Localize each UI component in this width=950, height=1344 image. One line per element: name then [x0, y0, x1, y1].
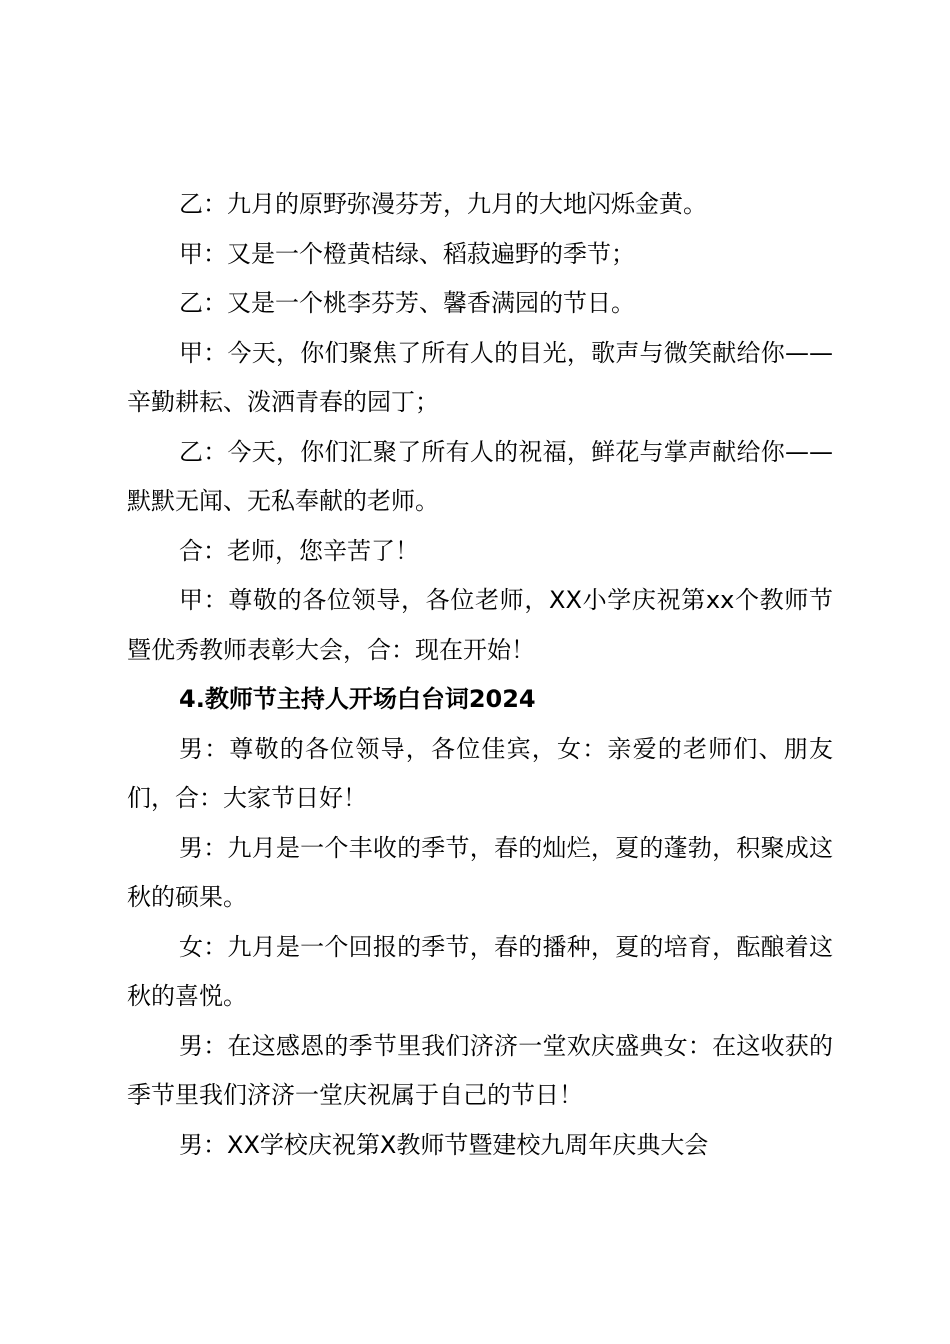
document-page — [127, 180, 833, 1170]
paragraph-5: 乙：今天，你们汇聚了所有人的祝福，鲜花与掌声献给你——默默无闻、无私奉献的老师。 — [127, 437, 833, 515]
section-heading: 4.教师节主持人开场白台词2024 — [179, 685, 536, 713]
paragraph-12: 男：XX学校庆祝第X教师节暨建校九周年庆典大会 — [179, 1130, 709, 1159]
paragraph-2: 甲：又是一个橙黄桔绿、稻菽遍野的季节； — [179, 239, 635, 268]
paragraph-1: 乙：九月的原野弥漫芬芳，九月的大地闪烁金黄。 — [179, 190, 707, 218]
paragraph-7: 甲：尊敬的各位领导，各位老师，XX小学庆祝第xx个教师节暨优秀教师表彰大会，合：现在开始！ — [127, 586, 833, 664]
paragraph-4: 甲：今天，你们聚焦了所有人的目光，歌声与微笑献给你——辛勤耕耘、泼洒青春的园丁； — [127, 338, 833, 416]
paragraph-9: 男：九月是一个丰收的季节，春的灿烂，夏的蓬勃，积聚成这秋的硕果。 — [127, 833, 833, 911]
paragraph-8: 男：尊敬的各位领导，各位佳宾，女：亲爱的老师们、朋友们，合：大家节日好！ — [127, 734, 833, 812]
paragraph-3: 乙：又是一个桃李芬芳、馨香满园的节日。 — [179, 289, 635, 317]
paragraph-11: 男：在这感恩的季节里我们济济一堂欢庆盛典女：在这收获的季节里我们济济一堂庆祝属于自己的节日！ — [127, 1031, 833, 1109]
paragraph-6: 合：老师，您辛苦了！ — [179, 536, 419, 565]
paragraph-10: 女：九月是一个回报的季节，春的播种，夏的培育，酝酿着这秋的喜悦。 — [127, 932, 833, 1010]
